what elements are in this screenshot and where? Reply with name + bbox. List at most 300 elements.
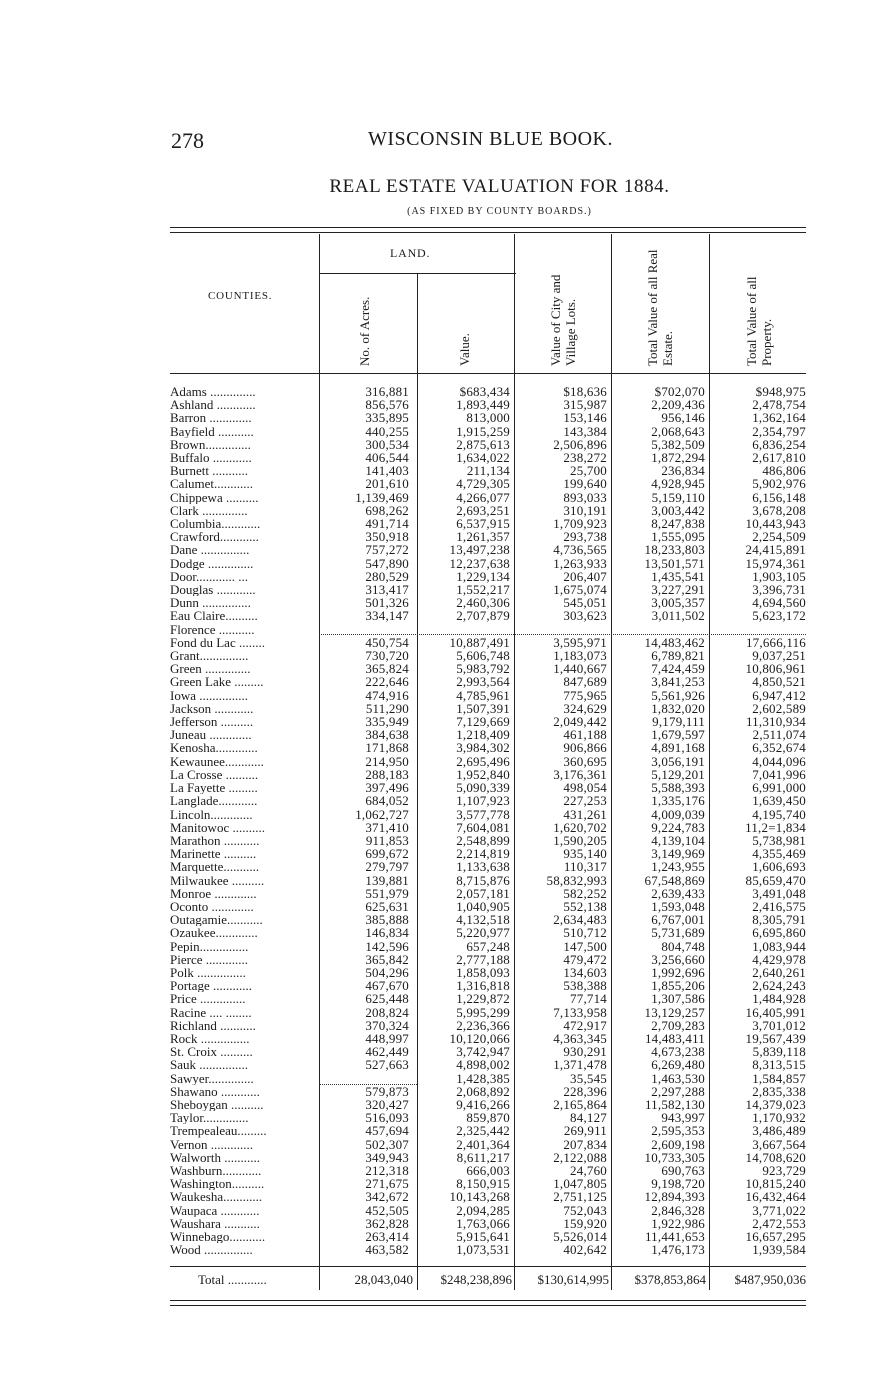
table-row xyxy=(170,504,806,517)
table-row xyxy=(170,636,806,649)
cell-value: 211,134 xyxy=(466,464,510,478)
table-row xyxy=(170,741,806,754)
cell-prop: 3,771,022 xyxy=(752,1203,806,1217)
cell-real: 4,891,168 xyxy=(651,741,705,755)
cell-acres: 365,842 xyxy=(365,952,409,966)
table-row xyxy=(170,1243,806,1256)
cell-real: 8,247,838 xyxy=(651,517,705,531)
cell-prop: 10,806,961 xyxy=(745,662,806,676)
county-name: St. Croix .......... xyxy=(170,1045,253,1059)
cell-lots: 582,252 xyxy=(563,886,607,900)
cell-value: 1,261,357 xyxy=(456,530,510,544)
county-name: Walworth ........... xyxy=(170,1150,260,1164)
county-name: Ashland ............ xyxy=(170,398,256,412)
cell-real: 13,501,571 xyxy=(644,556,705,570)
table-subtitle: (AS FIXED BY COUNTY BOARDS.) xyxy=(407,206,592,217)
cell-prop: 8,313,515 xyxy=(752,1058,806,1072)
table-row xyxy=(170,1032,806,1045)
cell-acres: 698,262 xyxy=(365,503,409,518)
cell-real: 3,149,969 xyxy=(651,847,705,861)
cell-value: 2,777,188 xyxy=(456,952,510,966)
table-row xyxy=(170,438,806,451)
cell-acres: 1,062,727 xyxy=(355,807,409,821)
top-rule xyxy=(170,227,806,228)
cell-acres: 516,093 xyxy=(365,1111,409,1125)
cell-acres xyxy=(319,623,417,636)
cell-acres: 856,576 xyxy=(365,398,409,412)
land-rule xyxy=(320,273,516,274)
cell-acres: 491,714 xyxy=(365,517,409,531)
county-name: Waukesha............ xyxy=(170,1190,263,1204)
cell-value: 10,143,268 xyxy=(449,1190,510,1204)
table-row xyxy=(170,491,806,504)
cell-prop: 5,738,981 xyxy=(752,833,806,848)
county-name: Marathon ........... xyxy=(170,833,260,848)
cell-prop: 4,429,978 xyxy=(752,952,806,966)
table-row xyxy=(170,662,806,675)
table-row xyxy=(170,755,806,768)
cell-value: 8,611,217 xyxy=(456,1150,510,1164)
county-name: Columbia............ xyxy=(170,517,261,531)
cell-real: 2,297,288 xyxy=(651,1084,705,1098)
cell-real: 1,922,986 xyxy=(651,1216,705,1230)
cell-lots: 134,603 xyxy=(563,965,607,980)
cell-acres: 370,324 xyxy=(365,1018,409,1032)
cell-lots: 4,736,565 xyxy=(553,543,607,557)
cell-lots: 207,834 xyxy=(563,1137,607,1151)
cell-real: 1,855,206 xyxy=(651,979,705,993)
cell-lots: 238,272 xyxy=(563,451,607,465)
table-row xyxy=(170,926,806,939)
cell-prop: 11,2=1,834 xyxy=(745,820,806,834)
cell-prop: $948,975 xyxy=(755,385,806,399)
cell-value: 4,266,077 xyxy=(456,490,510,504)
county-name: Manitowoc .......... xyxy=(170,820,265,834)
table-row xyxy=(170,940,806,953)
cell-prop: 9,037,251 xyxy=(752,649,806,663)
cell-lots: 84,127 xyxy=(570,1111,607,1125)
cell-value: 1,507,391 xyxy=(456,701,510,716)
cell-prop: 2,354,797 xyxy=(752,424,806,438)
cell-real: 1,435,541 xyxy=(651,569,705,584)
cell-real: 2,609,198 xyxy=(651,1137,705,1151)
cell-real: 236,834 xyxy=(661,464,705,478)
cell-acres: 212,318 xyxy=(365,1163,409,1178)
table-row xyxy=(170,425,806,438)
cell-acres: 527,663 xyxy=(365,1058,409,1072)
cell-real: 1,593,048 xyxy=(651,899,705,914)
cell-prop: 6,156,148 xyxy=(752,490,806,504)
cell-acres: 502,307 xyxy=(365,1137,409,1151)
cell-prop: 16,657,295 xyxy=(745,1230,806,1244)
cell-real: 14,483,462 xyxy=(644,635,705,650)
cell-real: 5,159,110 xyxy=(651,490,705,504)
county-name: Green .............. xyxy=(170,662,251,676)
table-row xyxy=(170,385,806,398)
table-row xyxy=(170,570,806,583)
county-name: Winnebago........... xyxy=(170,1230,266,1244)
cell-acres: 201,610 xyxy=(365,477,409,491)
valuation-table xyxy=(170,385,806,1256)
county-name: Jackson ............ xyxy=(170,701,254,716)
cell-acres: 350,918 xyxy=(365,530,409,544)
cell-prop: 1,083,944 xyxy=(752,939,806,953)
cell-lots: 315,987 xyxy=(563,398,607,412)
table-row xyxy=(170,1072,806,1085)
cell-real: 9,179,111 xyxy=(652,715,705,729)
cell-value: 1,552,217 xyxy=(456,583,510,597)
county-name: Juneau ............. xyxy=(170,728,252,742)
cell-lots: 3,176,361 xyxy=(553,767,607,782)
cell-lots: 3,595,971 xyxy=(553,635,607,650)
county-name: Outagamie........... xyxy=(170,913,263,927)
cell-prop: 5,839,118 xyxy=(752,1045,806,1059)
cell-lots: 269,911 xyxy=(563,1124,607,1138)
table-row xyxy=(170,464,806,477)
county-name: Shawano ............ xyxy=(170,1084,260,1098)
county-name: Kewaunee............ xyxy=(170,754,264,768)
table-row xyxy=(170,794,806,807)
cell-acres: 450,754 xyxy=(365,635,409,650)
cell-real: 4,139,104 xyxy=(651,833,705,848)
table-row xyxy=(170,609,806,622)
cell-value: 10,887,491 xyxy=(449,635,510,650)
cell-lots: 228,396 xyxy=(563,1084,607,1098)
county-name: Sawyer.............. xyxy=(170,1071,254,1085)
cell-value: 2,057,181 xyxy=(456,886,510,900)
table-row xyxy=(170,530,806,543)
page-number: 278 xyxy=(171,128,204,153)
cell-prop: 10,815,240 xyxy=(745,1177,806,1191)
cell-value: 5,995,299 xyxy=(456,1005,510,1019)
cell-prop: 4,355,469 xyxy=(752,847,806,861)
cell-prop: 3,701,012 xyxy=(752,1018,806,1032)
county-name: Chippewa .......... xyxy=(170,490,259,504)
county-name: Wood ............... xyxy=(170,1243,253,1257)
cell-real: 2,639,433 xyxy=(651,886,705,900)
cell-value: 2,693,251 xyxy=(456,503,510,518)
cell-prop: 2,835,338 xyxy=(752,1084,806,1098)
cell-acres: 440,255 xyxy=(365,424,409,438)
table-row xyxy=(170,979,806,992)
cell-real: 943,997 xyxy=(661,1111,705,1125)
cell-real: 9,198,720 xyxy=(651,1177,705,1191)
cell-lots: 1,047,805 xyxy=(553,1177,607,1191)
cell-acres: 320,427 xyxy=(365,1097,409,1112)
table-row xyxy=(170,1204,806,1217)
cell-real: 4,009,039 xyxy=(651,807,705,821)
cell-real xyxy=(611,623,709,636)
cell-prop: 15,974,361 xyxy=(745,556,806,570)
total-real-estate: $378,853,864 xyxy=(634,1272,706,1287)
table-row xyxy=(170,596,806,609)
cell-value: 12,237,638 xyxy=(449,556,510,570)
cell-real: 3,003,442 xyxy=(651,503,705,518)
cell-lots: 2,049,442 xyxy=(553,715,607,729)
cell-value: 1,763,066 xyxy=(456,1216,510,1230)
cell-value: 1,107,923 xyxy=(456,794,510,808)
table-row xyxy=(170,411,806,424)
county-name: Grant............... xyxy=(170,649,249,663)
county-name: Kenosha............. xyxy=(170,741,258,755)
cell-acres: 279,797 xyxy=(365,860,409,874)
cell-prop: 2,617,810 xyxy=(752,451,806,465)
county-name: Vernon ............. xyxy=(170,1137,254,1151)
cell-real: 1,243,955 xyxy=(651,860,705,874)
county-name: Portage ............ xyxy=(170,979,252,993)
cell-value: 10,120,066 xyxy=(449,1031,510,1046)
cell-value: 4,132,518 xyxy=(456,913,510,927)
cell-prop: 11,310,934 xyxy=(745,715,806,729)
cell-value: 657,248 xyxy=(466,939,510,953)
cell-lots: 293,738 xyxy=(563,530,607,544)
cell-real: 2,709,283 xyxy=(651,1018,705,1032)
table-row xyxy=(170,675,806,688)
cell-value: 1,073,531 xyxy=(456,1243,510,1257)
cell-value: 2,993,564 xyxy=(456,675,510,689)
cell-prop: 6,695,860 xyxy=(752,926,806,940)
county-name: Polk ............... xyxy=(170,965,246,980)
cell-lots: 1,675,074 xyxy=(553,583,607,597)
cell-acres: 397,496 xyxy=(365,781,409,795)
county-name: Brown.............. xyxy=(170,437,251,452)
cell-acres: 625,631 xyxy=(365,899,409,914)
cell-value: 1,428,385 xyxy=(456,1071,510,1085)
cell-lots: 24,760 xyxy=(570,1163,607,1178)
cell-prop: 3,491,048 xyxy=(752,886,806,900)
cell-lots: 775,965 xyxy=(563,688,607,702)
cell-acres: 139,881 xyxy=(365,873,409,887)
table-row xyxy=(170,1138,806,1151)
cell-value: 2,401,364 xyxy=(456,1137,510,1151)
total-value: $248,238,896 xyxy=(440,1272,512,1287)
county-name: Washburn............ xyxy=(170,1163,262,1178)
cell-lots: 77,714 xyxy=(570,992,607,1006)
cell-lots: 479,472 xyxy=(563,952,607,966)
cell-value: 1,133,638 xyxy=(456,860,510,874)
bottom-rule-2 xyxy=(170,1305,806,1306)
cell-prop: 1,606,693 xyxy=(752,860,806,874)
county-name: Trempealeau......... xyxy=(170,1124,267,1138)
county-name: Eau Claire.......... xyxy=(170,609,258,623)
cell-lots: 2,165,864 xyxy=(553,1097,607,1112)
cell-acres: 911,853 xyxy=(365,833,409,848)
cell-value: 8,715,876 xyxy=(456,873,510,887)
table-row xyxy=(170,992,806,1005)
county-name: Lincoln............. xyxy=(170,807,253,821)
county-name: Sheboygan .......... xyxy=(170,1097,264,1112)
cell-real: 804,748 xyxy=(661,939,705,953)
cell-value: 4,785,961 xyxy=(456,688,510,702)
cell-acres: 684,052 xyxy=(365,794,409,808)
cell-lots: 1,590,205 xyxy=(553,833,607,848)
cell-prop: 1,170,932 xyxy=(752,1111,806,1125)
cell-value xyxy=(417,623,514,636)
cell-prop: 2,640,261 xyxy=(752,965,806,980)
cell-lots: 1,183,073 xyxy=(553,649,607,663)
cell-acres: 208,824 xyxy=(365,1005,409,1019)
cell-lots: 472,917 xyxy=(563,1018,607,1032)
table-row xyxy=(170,860,806,873)
cell-real: 7,424,459 xyxy=(651,662,705,676)
cell-acres: 263,414 xyxy=(365,1230,409,1244)
county-name: Washington.......... xyxy=(170,1177,265,1191)
county-name: Calumet............ xyxy=(170,477,254,491)
county-name: Richland ........... xyxy=(170,1018,256,1032)
county-name: Dodge .............. xyxy=(170,556,254,570)
cell-lots: 310,191 xyxy=(563,503,607,518)
cell-value: 6,537,915 xyxy=(456,517,510,531)
cell-acres: 406,544 xyxy=(365,451,409,465)
total-row xyxy=(170,1270,806,1290)
county-name: Douglas ............ xyxy=(170,583,256,597)
cell-lots: 2,634,483 xyxy=(553,913,607,927)
cell-lots: 1,371,478 xyxy=(553,1058,607,1072)
cell-acres: 214,950 xyxy=(365,754,409,768)
cell-value: 813,000 xyxy=(466,411,510,425)
cell-real: 2,209,436 xyxy=(651,398,705,412)
county-name: Green Lake ......... xyxy=(170,675,264,689)
table-row xyxy=(170,557,806,570)
cell-value: 1,229,872 xyxy=(456,992,510,1006)
cell-acres: 334,147 xyxy=(365,609,409,623)
cell-prop: 3,486,489 xyxy=(752,1124,806,1138)
cell-lots: 906,866 xyxy=(563,741,607,755)
cell-real: 1,307,586 xyxy=(651,992,705,1006)
cell-lots: 498,054 xyxy=(563,781,607,795)
county-name: Price .............. xyxy=(170,992,246,1006)
cell-value: 5,983,792 xyxy=(456,662,510,676)
cell-lots: 147,500 xyxy=(563,939,607,953)
cell-value: 5,220,977 xyxy=(456,926,510,940)
table-row xyxy=(170,1217,806,1230)
real-estate-header xyxy=(645,236,675,366)
cell-value: 2,068,892 xyxy=(456,1084,510,1098)
cell-real: 5,561,926 xyxy=(651,688,705,702)
bottom-rule xyxy=(170,1300,806,1301)
cell-real: 13,129,257 xyxy=(644,1005,705,1019)
cell-acres: 222,646 xyxy=(365,675,409,689)
cell-prop: 486,806 xyxy=(762,464,806,478)
county-name: Pepin............... xyxy=(170,939,249,953)
cell-prop: 7,041,996 xyxy=(752,767,806,782)
cell-lots: 360,695 xyxy=(563,754,607,768)
cell-value: 5,090,339 xyxy=(456,781,510,795)
cell-value: 1,915,259 xyxy=(456,424,510,438)
cell-value: 2,094,285 xyxy=(456,1203,510,1217)
county-name: Bayfield ........... xyxy=(170,424,254,438)
table-row xyxy=(170,728,806,741)
cell-lots: 227,253 xyxy=(563,794,607,808)
cell-value: 1,634,022 xyxy=(456,451,510,465)
table-row xyxy=(170,887,806,900)
cell-lots: 461,188 xyxy=(563,728,607,742)
cell-prop: 2,472,553 xyxy=(752,1216,806,1230)
cell-real: 5,129,201 xyxy=(651,767,705,782)
cell-real: 1,992,696 xyxy=(651,965,705,980)
county-name: Monroe ............. xyxy=(170,886,257,900)
cell-prop: 14,379,023 xyxy=(745,1097,806,1112)
cell-prop: 4,044,096 xyxy=(752,754,806,768)
table-row xyxy=(170,715,806,728)
cell-acres: 349,943 xyxy=(365,1150,409,1164)
cell-real: 11,441,653 xyxy=(644,1230,705,1244)
cell-real: 3,011,502 xyxy=(651,609,705,623)
cell-value: 5,606,748 xyxy=(456,649,510,663)
cell-real: 67,548,869 xyxy=(644,873,705,887)
cell-acres: 342,672 xyxy=(365,1190,409,1204)
cell-prop: 16,405,991 xyxy=(745,1005,806,1019)
cell-real: 5,731,689 xyxy=(651,926,705,940)
total-lots: $130,614,995 xyxy=(537,1272,609,1287)
cell-real: 1,463,530 xyxy=(651,1071,705,1085)
cell-acres: 462,449 xyxy=(365,1045,409,1059)
table-row xyxy=(170,1019,806,1032)
table-row xyxy=(170,649,806,662)
value-header: Value. xyxy=(457,333,472,366)
cell-value: 9,416,266 xyxy=(456,1097,510,1112)
cell-acres: 474,916 xyxy=(365,688,409,702)
cell-real: 1,555,095 xyxy=(651,530,705,544)
cell-value: 1,040,905 xyxy=(456,899,510,914)
cell-value: 2,214,819 xyxy=(456,847,510,861)
cell-acres: 280,529 xyxy=(365,569,409,584)
cell-lots: 402,642 xyxy=(563,1243,607,1257)
county-name: Clark .............. xyxy=(170,503,248,518)
county-name: Burnett ........... xyxy=(170,464,248,478)
cell-lots: 199,640 xyxy=(563,477,607,491)
cell-acres: 335,949 xyxy=(365,715,409,729)
cell-lots: 847,689 xyxy=(563,675,607,689)
table-row xyxy=(170,834,806,847)
cell-real: 4,928,945 xyxy=(651,477,705,491)
cell-prop: 2,478,754 xyxy=(752,398,806,412)
table-row xyxy=(170,808,806,821)
cell-value: 7,129,669 xyxy=(456,715,510,729)
cell-lots: 159,920 xyxy=(563,1216,607,1230)
county-name: Adams .............. xyxy=(170,385,256,399)
cell-value: 666,003 xyxy=(466,1163,510,1178)
table-row xyxy=(170,583,806,596)
cell-acres: 141,403 xyxy=(365,464,409,478)
cell-value: 3,577,778 xyxy=(456,807,510,821)
real-estate-label: Total Value of all Real Estate. xyxy=(645,249,675,366)
cell-lots: 324,629 xyxy=(563,701,607,716)
cell-value: 5,915,641 xyxy=(456,1230,510,1244)
county-name: La Crosse .......... xyxy=(170,767,259,782)
cell-lots: 431,261 xyxy=(563,807,607,821)
table-row xyxy=(170,517,806,530)
table-row xyxy=(170,1164,806,1177)
table-row xyxy=(170,966,806,979)
cell-real: 12,894,393 xyxy=(644,1190,705,1204)
cell-lots: $18,636 xyxy=(563,385,607,399)
table-row xyxy=(170,1230,806,1243)
cell-acres: 313,417 xyxy=(365,583,409,597)
county-name: Fond du Lac ........ xyxy=(170,635,265,650)
cell-lots: 25,700 xyxy=(570,464,607,478)
city-lots-header xyxy=(548,236,578,366)
cell-value: 4,729,305 xyxy=(456,477,510,491)
cell-acres: 579,873 xyxy=(365,1084,409,1098)
header-bottom-rule xyxy=(170,373,806,374)
cell-value: 2,325,442 xyxy=(456,1124,510,1138)
table-row xyxy=(170,900,806,913)
cell-lots: 206,407 xyxy=(563,569,607,584)
cell-real: 5,588,393 xyxy=(651,781,705,795)
cell-value: 1,229,134 xyxy=(456,569,510,584)
county-name: Buffalo ............ xyxy=(170,451,252,465)
